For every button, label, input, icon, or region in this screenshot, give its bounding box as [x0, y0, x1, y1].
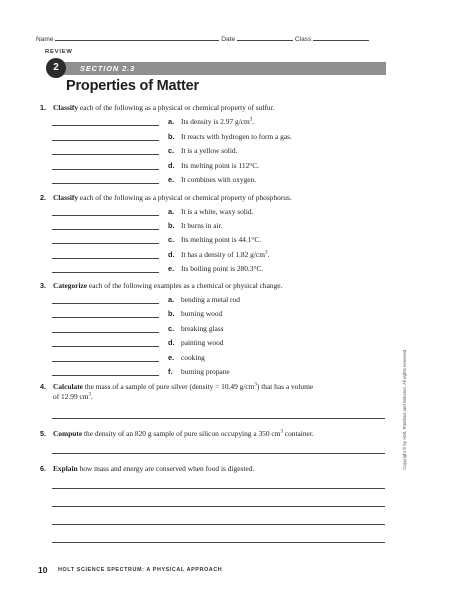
question-text: each of the following as a physical or chemical property of sulfur. — [78, 103, 275, 112]
item-text — [181, 324, 224, 333]
copyright-notice: Copyright © by Holt, Rinehart and Winston. All rights reserved. — [402, 348, 407, 470]
answer-row — [52, 367, 382, 377]
question-text: how mass and energy are conserved when food is digested. — [77, 464, 255, 473]
question-text: each of the following as a physical or chemical property of phosphorus. — [78, 193, 292, 202]
review-label: REVIEW — [45, 49, 73, 55]
item-text — [181, 295, 240, 304]
answer-blank[interactable] — [52, 169, 159, 170]
item-letter: e. — [168, 352, 175, 362]
item-text-main: Its boiling point is 280.3°C. — [181, 263, 264, 273]
item-text — [181, 117, 254, 126]
item-letter: a. — [168, 207, 175, 216]
item-text — [181, 250, 269, 259]
item-text-main: burning wood — [181, 309, 223, 319]
question-verb: Classify — [53, 193, 79, 202]
answer-line[interactable] — [52, 506, 385, 507]
item-text-main: It is a yellow solid. — [181, 146, 238, 155]
section-number-badge: 2 — [46, 58, 66, 78]
answer-line[interactable] — [52, 453, 385, 454]
answer-blank[interactable] — [52, 215, 159, 216]
answer-row — [52, 175, 382, 185]
superscript: 3 — [280, 429, 283, 435]
page-number: 10 — [38, 565, 48, 575]
answer-blank[interactable] — [52, 332, 159, 333]
answer-blank[interactable] — [52, 229, 159, 230]
item-text-main: breaking glass — [181, 323, 224, 333]
item-letter: f. — [168, 367, 173, 376]
item-letter: a. — [168, 117, 175, 126]
question-5 — [40, 429, 390, 439]
item-text — [181, 309, 222, 318]
question-continuation — [40, 392, 390, 402]
item-text — [181, 146, 237, 155]
item-letter: d. — [168, 338, 175, 348]
item-letter: a. — [168, 295, 175, 304]
item-text — [181, 338, 224, 347]
answer-line[interactable] — [52, 488, 385, 489]
answer-row — [52, 207, 382, 217]
item-text — [181, 132, 292, 141]
answer-row — [52, 132, 382, 142]
answer-line[interactable] — [52, 542, 385, 543]
question-text: each of the following examples as a chemical or physical change. — [87, 281, 283, 290]
superscript: 3 — [264, 250, 268, 256]
item-text-main: Its density is 2.97 g/cm — [181, 117, 250, 126]
answer-blank[interactable] — [52, 272, 159, 273]
header-fields — [36, 34, 388, 43]
question-number: 6. — [40, 464, 46, 473]
answer-row — [52, 309, 382, 319]
answer-blank[interactable] — [52, 317, 159, 318]
answer-blank[interactable] — [52, 154, 159, 155]
question-verb: Explain — [53, 464, 78, 473]
item-text — [181, 367, 230, 376]
item-text — [181, 264, 263, 273]
question-number: 5. — [40, 429, 46, 438]
answer-blank[interactable] — [52, 140, 159, 141]
question-3 — [40, 281, 390, 291]
continuation-text: of 12.99 cm — [53, 391, 89, 401]
superscript: 3 — [249, 117, 253, 123]
footer-text: HOLT SCIENCE SPECTRUM: A PHYSICAL APPROACH — [58, 567, 223, 573]
answer-row — [52, 221, 382, 231]
question-verb: Classify — [53, 103, 79, 112]
question-verb: Compute — [53, 429, 83, 438]
question-verb: Calculate — [53, 382, 83, 391]
answer-row — [52, 353, 382, 363]
question-number: 4. — [40, 382, 46, 391]
item-text-end: . — [252, 117, 255, 126]
item-text — [181, 353, 205, 362]
item-text — [181, 161, 259, 170]
answer-blank[interactable] — [52, 346, 159, 347]
item-letter: e. — [168, 175, 175, 184]
item-text-main: It reacts with hydrogen to form a gas. — [181, 131, 292, 141]
answer-row — [52, 250, 382, 260]
answer-blank[interactable] — [52, 361, 159, 362]
answer-row — [52, 324, 382, 334]
answer-row — [52, 146, 382, 156]
item-letter: b. — [168, 221, 175, 231]
item-text-main: cooking — [181, 352, 205, 362]
item-text — [181, 207, 253, 216]
continuation-end: . — [91, 391, 93, 401]
question-6 — [40, 464, 390, 474]
question-text-end: container. — [282, 429, 314, 438]
answer-row — [52, 235, 382, 245]
question-text: the mass of a sample of pure silver (density = 10.49 g/cm — [82, 382, 255, 391]
answer-line[interactable] — [52, 524, 385, 525]
item-text-main: It is a white, waxy solid. — [181, 207, 254, 216]
question-verb: Categorize — [53, 281, 88, 290]
name-label: Name — [36, 36, 54, 43]
item-text-main: It combines with oxygen. — [181, 175, 257, 184]
class-label: Class — [294, 36, 312, 43]
page-title: Properties of Matter — [66, 78, 199, 94]
answer-line[interactable] — [52, 418, 385, 419]
answer-blank[interactable] — [52, 375, 159, 376]
answer-row — [52, 117, 382, 127]
answer-blank[interactable] — [52, 258, 159, 259]
item-letter: c. — [168, 323, 175, 333]
item-text-main: painting wood — [181, 338, 224, 348]
answer-blank[interactable] — [52, 303, 159, 304]
section-label: SECTION 2.3 — [80, 63, 136, 73]
item-letter: b. — [168, 131, 175, 141]
question-1 — [40, 103, 390, 113]
item-letter: b. — [168, 309, 175, 319]
item-text-main: burning propane — [181, 367, 230, 376]
answer-row — [52, 338, 382, 348]
answer-blank[interactable] — [52, 183, 159, 184]
item-text-main: Its melting point is 44.1°C. — [181, 235, 262, 245]
date-blank[interactable] — [237, 34, 293, 41]
item-letter: d. — [168, 249, 175, 259]
item-letter: e. — [168, 263, 175, 273]
question-4 — [40, 382, 390, 401]
item-text-main: It has a density of 1.82 g/cm — [181, 249, 265, 259]
item-text — [181, 175, 256, 184]
item-text-main: Its melting point is 112°C. — [181, 160, 260, 170]
superscript: 3 — [88, 392, 92, 398]
item-text-main: bending a metal rod — [181, 295, 240, 304]
superscript: 3 — [254, 382, 257, 388]
item-text-main: It burns in air. — [181, 221, 223, 231]
item-letter: d. — [168, 160, 175, 170]
item-letter: c. — [168, 146, 175, 155]
answer-row — [52, 161, 382, 171]
question-number: 1. — [40, 103, 46, 112]
item-text-end: . — [267, 249, 270, 259]
answer-blank[interactable] — [52, 243, 159, 244]
date-label: Date — [221, 36, 236, 43]
answer-row — [52, 295, 382, 305]
question-number: 2. — [40, 193, 46, 202]
item-text — [181, 221, 222, 230]
item-text — [181, 235, 261, 244]
class-blank[interactable] — [313, 34, 369, 41]
answer-blank[interactable] — [52, 125, 159, 126]
item-letter: c. — [168, 235, 175, 245]
question-text-end: ) that has a volume — [256, 382, 314, 391]
question-2 — [40, 193, 390, 203]
question-number: 3. — [40, 281, 46, 290]
name-blank[interactable] — [55, 34, 219, 41]
answer-row — [52, 264, 382, 274]
question-text: the density of an 820 g sample of pure silicon occupying a 350 cm — [82, 429, 281, 438]
